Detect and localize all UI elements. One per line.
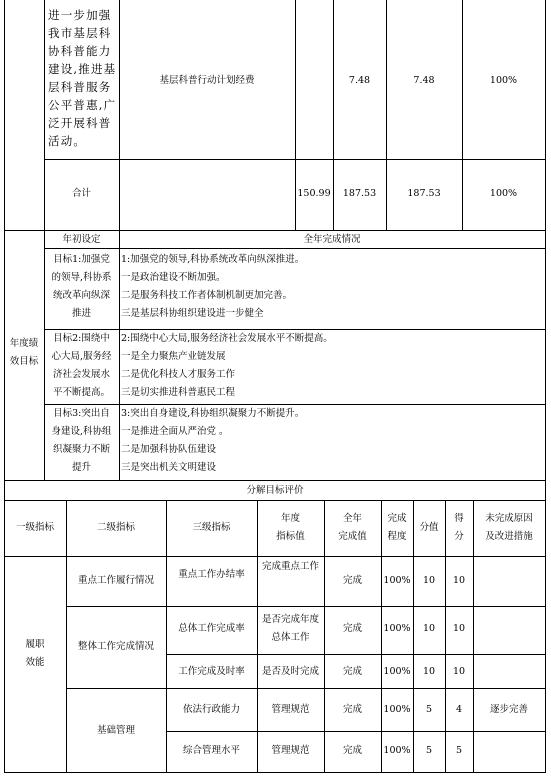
grid-line xyxy=(166,731,546,732)
level1-performance: 履职 效能 xyxy=(25,639,45,668)
header-level3: 三级指标 xyxy=(192,522,231,533)
grid-line xyxy=(4,480,546,481)
table-row-5-target: 管理规范 xyxy=(271,745,310,756)
table-row-1-actual: 完成 xyxy=(342,575,362,586)
table-row-3-degree: 100% xyxy=(383,666,411,677)
evaluation-title: 分解目标评价 xyxy=(246,485,304,496)
grid-line xyxy=(4,500,546,501)
table-row-3-got: 10 xyxy=(452,666,466,677)
table-row-2-target: 是否完成年度 总体工作 xyxy=(261,614,319,643)
table-row-1-got: 10 xyxy=(452,575,466,586)
grid-line xyxy=(166,654,546,655)
table-row-3-score: 10 xyxy=(422,666,436,677)
header-completion-degree: 完成 程度 xyxy=(387,513,407,542)
table-row-2-degree: 100% xyxy=(383,623,411,634)
funding-item-name: 基层科普行动计划经费 xyxy=(159,75,255,86)
table-row-1-score: 10 xyxy=(422,575,436,586)
table-row-3-l3: 工作完成及时率 xyxy=(178,666,245,677)
grid-line xyxy=(66,688,546,689)
header-annual-actual: 全年 完成值 xyxy=(338,513,367,542)
funding-value-1: 7.48 xyxy=(348,75,371,86)
header-level2: 二级指标 xyxy=(96,522,135,533)
grid-line xyxy=(119,230,120,480)
level2-overall-work: 整体工作完成情况 xyxy=(77,641,154,652)
level2-basic-management: 基础管理 xyxy=(96,725,135,736)
table-row-5-l3: 综合管理水平 xyxy=(182,745,240,756)
goal-3-setting: 目标3:突出自 身建设,科协组 织凝聚力不断 提升 xyxy=(51,408,112,473)
table-row-4-l3: 依法行政能力 xyxy=(182,704,240,715)
table-row-1-l3: 重点工作办结率 xyxy=(178,569,245,580)
header-score-got: 得 分 xyxy=(454,513,464,542)
table-row-3-target: 是否及时完成 xyxy=(261,666,319,677)
table-row-1-target: 完成重点工作 xyxy=(261,561,319,572)
table-row-5-score: 5 xyxy=(425,745,433,756)
table-row-4-actual: 完成 xyxy=(342,704,362,715)
header-annual-target: 年度 指标值 xyxy=(276,513,305,542)
table-row-3-actual: 完成 xyxy=(342,666,362,677)
table-row-4-got: 4 xyxy=(455,704,463,715)
table-row-5-got: 5 xyxy=(455,745,463,756)
table-row-4-reason: 逐步完善 xyxy=(489,704,528,715)
table-border-bottom xyxy=(4,772,546,773)
table-row-1-degree: 100% xyxy=(383,575,411,586)
table-border-right xyxy=(545,0,546,773)
total-value-2: 187.53 xyxy=(407,188,441,199)
table-row-2-got: 10 xyxy=(452,623,466,634)
funding-value-2: 7.48 xyxy=(413,75,435,86)
goal-1-completion: 1:加强党的领导,科协系统改革向纵深推进。 一是政治建设不断加强。 二是服务科技工作者体制机制更加完善。 三是基层科协组织建设进一步健全 xyxy=(121,254,305,319)
project-description: 进一步加强 我市基层科 协科普能力 建设,推进基 层科普服务 公平普惠,广 泛开展科普 活动。 xyxy=(48,8,117,148)
table-row-2-l3: 总体工作完成率 xyxy=(178,623,245,634)
grid-line xyxy=(66,606,546,607)
annual-goals-label: 年度绩 效目标 xyxy=(9,338,39,367)
table-row-4-target: 管理规范 xyxy=(271,704,310,715)
grid-line xyxy=(119,0,120,230)
table-row-5-degree: 100% xyxy=(383,745,411,756)
total-percent: 100% xyxy=(489,188,518,199)
table-row-4-degree: 100% xyxy=(383,704,411,715)
goal-2-completion: 2:围绕中心大局,服务经济社会发展水平不断提高。 一是全力聚焦产业链发展 二是优化科技人才服务工作 三是切实推进科普惠民工程 xyxy=(121,333,333,398)
header-reason: 未完成原因 及改进措施 xyxy=(485,513,533,542)
total-label: 合计 xyxy=(71,188,91,199)
funding-percent: 100% xyxy=(489,75,518,86)
header-annual-completion: 全年完成情况 xyxy=(303,234,361,245)
table-row-2-actual: 完成 xyxy=(342,623,362,634)
header-score-value: 分值 xyxy=(419,522,439,533)
table-row-4-score: 5 xyxy=(425,704,433,715)
level2-key-work: 重点工作履行情况 xyxy=(77,575,154,586)
header-level1: 一级指标 xyxy=(15,522,54,533)
table-row-5-actual: 完成 xyxy=(342,745,362,756)
goal-2-setting: 目标2:围绕中 心大局,服务经 济社会发展水 平不断提高。 xyxy=(51,333,112,398)
goal-3-completion: 3:突出自身建设,科协组织凝聚力不断提升。 一是推进全面从严治党 。 二是加强科协队伍建设 三是突出机关文明建设 xyxy=(121,408,305,473)
grid-line xyxy=(44,159,546,160)
header-initial-setting: 年初设定 xyxy=(62,234,101,245)
grid-line xyxy=(4,556,546,557)
total-value-0: 150.99 xyxy=(297,188,331,199)
goal-1-setting: 目标1:加强党 的领导,科协系 统改革向纵深 推进 xyxy=(51,254,112,319)
table-row-2-score: 10 xyxy=(422,623,436,634)
total-value-1: 187.53 xyxy=(342,188,377,199)
